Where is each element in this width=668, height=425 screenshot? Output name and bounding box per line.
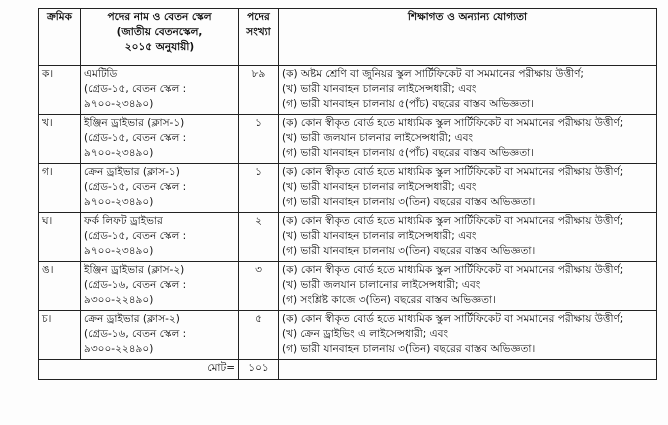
- total-value: ১০১: [239, 360, 279, 380]
- qualification-line: (খ) ভারী যানবাহন চালনার লাইসেন্সধারী; এবং: [282, 83, 477, 95]
- qualification-line: (গ) ভারী যানবাহন চালনায় ৩(তিন) বছরের বাস্তব অভিজ্ঞতা।: [282, 196, 536, 208]
- table-row: [39, 164, 657, 213]
- total-label: মোট=: [39, 360, 239, 380]
- row-serial: ক।: [39, 66, 81, 115]
- qualification-line: (ক) অষ্টম শ্রেণি বা জুনিয়র স্কুল সার্টিফিকেট বা সমমানের পরীক্ষায় উত্তীর্ণ;: [282, 68, 584, 80]
- qualification-line: (খ) ভারী যানবাহন চালনার লাইসেন্সধারী; এবং: [282, 181, 477, 193]
- row-qualification: [279, 262, 657, 311]
- post-line: ফর্ক লিফট ড্রাইভার: [84, 215, 163, 227]
- post-line: (গ্রেড-১৫, বেতন স্কেল :: [84, 230, 187, 242]
- post-line: ৯৩০০-২২৪৯০): [84, 343, 154, 355]
- post-line: (গ্রেড-১৫, বেতন স্কেল :: [84, 83, 187, 95]
- post-line: (গ্রেড-১৫, বেতন স্কেল :: [84, 132, 187, 144]
- header-post-line: (জাতীয় বেতনস্কেল,: [116, 26, 203, 38]
- qualification-line: (গ) ভারী যানবাহন চালনায় ৩(তিন) বছরের বাস্তব অভিজ্ঞতা।: [282, 343, 536, 355]
- table-row: [39, 66, 657, 115]
- row-qualification: [279, 213, 657, 262]
- row-count: ১: [239, 164, 279, 213]
- post-line: ক্রেন ড্রাইভার (ক্লাস-২): [84, 313, 180, 325]
- row-count: ৩: [239, 262, 279, 311]
- row-post: [81, 164, 239, 213]
- table-row: [39, 213, 657, 262]
- post-line: ৯৭০০-২৩৪৯০): [84, 245, 154, 257]
- table-row: [39, 115, 657, 164]
- qualification-line: (গ) ভারী যানবাহন চালনায় ৫(পাঁচ) বছরের বাস্তব অভিজ্ঞতা।: [282, 147, 534, 159]
- header-count: [239, 9, 279, 66]
- row-post: [81, 213, 239, 262]
- post-line: (গ্রেড-১৫, বেতন স্কেল :: [84, 181, 187, 193]
- qualification-line: (খ) ক্রেন ড্রাইভিং এ লাইসেন্সধারী; এবং: [282, 328, 448, 340]
- qualification-line: (খ) ভারী যানবাহন চালনার লাইসেন্সধারী; এবং: [282, 230, 477, 242]
- qualification-line: (গ) ভারী যানবাহন চালনায় ৩(তিন) বছরের বাস্তব অভিজ্ঞতা।: [282, 245, 536, 257]
- header-qualification: শিক্ষাগত ও অন্যান্য যোগ্যতা: [279, 9, 657, 66]
- post-line: (গ্রেড-১৬, বেতন স্কেল :: [84, 279, 187, 291]
- qualification-line: (ক) কোন স্বীকৃত বোর্ড হতে মাধ্যমিক স্কুল সার্টিফিকেট বা সমমানের পরীক্ষায় উত্তীর্ণ;: [282, 215, 624, 227]
- table-header-row: [39, 9, 657, 66]
- post-line: ৯৭০০-২৩৪৯০): [84, 147, 154, 159]
- header-count-line: সংখ্যা: [246, 26, 271, 38]
- header-post-line: পদের নাম ও বেতন স্কেল: [107, 11, 212, 23]
- row-serial: চ।: [39, 311, 81, 360]
- row-qualification: [279, 311, 657, 360]
- row-count: ১: [239, 115, 279, 164]
- row-count: ৫: [239, 311, 279, 360]
- post-line: (গ্রেড-১৬, বেতন স্কেল :: [84, 328, 187, 340]
- post-line: এমটিডি: [84, 68, 118, 80]
- qualification-line: (গ) সংশ্লিষ্ট কাজে ৩(তিন) বছরের বাস্তব অভিজ্ঞতা।: [282, 294, 496, 306]
- table-row: [39, 311, 657, 360]
- post-line: ইঞ্জিন ড্রাইভার (ক্লাস-১): [84, 117, 185, 129]
- row-post: [81, 311, 239, 360]
- post-line: ৯৭০০-২৩৪৯০): [84, 98, 154, 110]
- table-body: [39, 66, 657, 360]
- table-row: [39, 262, 657, 311]
- header-post: [81, 9, 239, 66]
- row-count: ২: [239, 213, 279, 262]
- header-post-line: ২০১৫ অনুযায়ী): [124, 41, 195, 53]
- post-line: ৯৩০০-২২৪৯০): [84, 294, 154, 306]
- row-qualification: [279, 66, 657, 115]
- row-post: [81, 66, 239, 115]
- qualification-line: (ক) কোন স্বীকৃত বোর্ড হতে মাধ্যমিক স্কুল সার্টিফিকেট বা সমমানের পরীক্ষায় উত্তীর্ণ;: [282, 117, 624, 129]
- row-serial: ঘ।: [39, 213, 81, 262]
- row-count: ৮৯: [239, 66, 279, 115]
- row-post: [81, 262, 239, 311]
- post-line: ক্রেন ড্রাইভার (ক্লাস-১): [84, 166, 180, 178]
- qualification-line: (ক) কোন স্বীকৃত বোর্ড হতে মাধ্যমিক স্কুল সার্টিফিকেট বা সমমানের পরীক্ষায় উত্তীর্ণ;: [282, 264, 624, 276]
- row-qualification: [279, 115, 657, 164]
- qualification-line: (গ) ভারী যানবাহন চালনায় ৫(পাঁচ) বছরের বাস্তব অভিজ্ঞতা।: [282, 98, 534, 110]
- row-post: [81, 115, 239, 164]
- post-line: ৯৭০০-২৩৪৯০): [84, 196, 154, 208]
- post-line: ইঞ্জিন ড্রাইভার (ক্লাস-২): [84, 264, 185, 276]
- total-empty-cell: [279, 360, 657, 380]
- qualification-line: (খ) ভারী জলযান চালানোর লাইসেন্সধারী; এবং: [282, 279, 481, 291]
- qualification-line: (ক) কোন স্বীকৃত বোর্ড হতে মাধ্যমিক স্কুল সার্টিফিকেট বা সমমানের পরীক্ষায় উত্তীর্ণ;: [282, 166, 624, 178]
- total-row: [39, 360, 657, 380]
- qualification-line: (খ) ভারী জলযান চালনার লাইসেন্সধারী; এবং: [282, 132, 473, 144]
- row-serial: ঙ।: [39, 262, 81, 311]
- header-serial: ক্রমিক: [39, 9, 81, 66]
- row-qualification: [279, 164, 657, 213]
- recruitment-table: [38, 8, 657, 380]
- row-serial: গ।: [39, 164, 81, 213]
- row-serial: খ।: [39, 115, 81, 164]
- qualification-line: (ক) কোন স্বীকৃত বোর্ড হতে মাধ্যমিক স্কুল সার্টিফিকেট বা সমমানের পরীক্ষায় উত্তীর্ণ;: [282, 313, 624, 325]
- header-count-line: পদের: [247, 11, 270, 23]
